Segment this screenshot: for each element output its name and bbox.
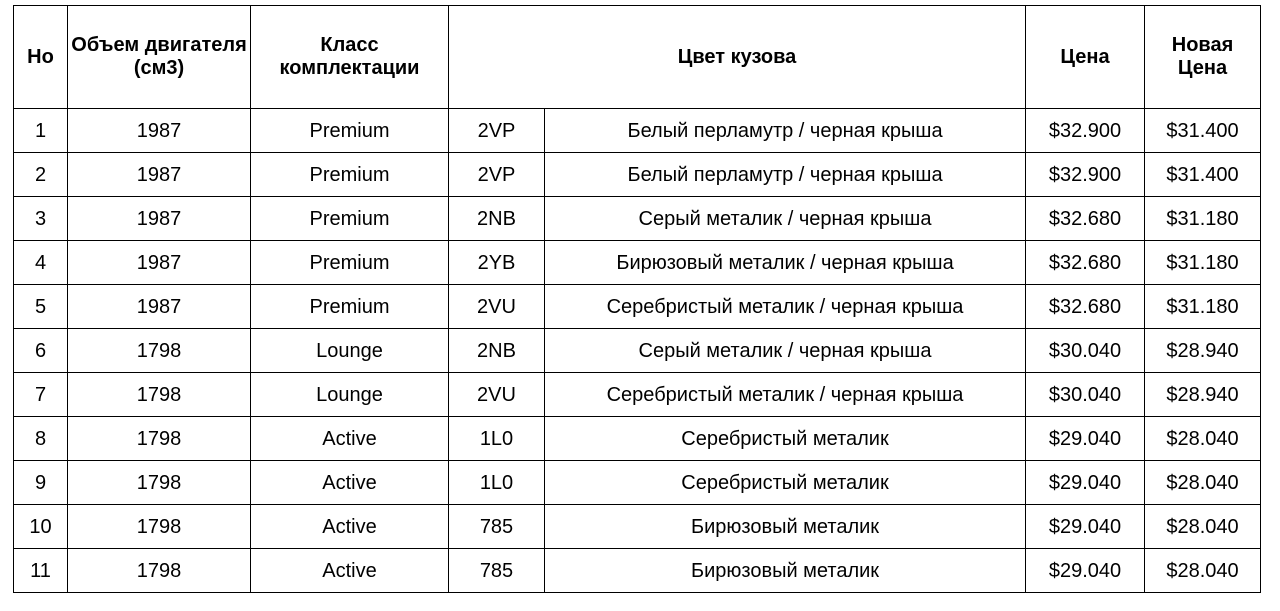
- table-row: [14, 329, 1261, 373]
- cell-no: 4: [14, 241, 68, 285]
- cell-new-price: $28.040: [1145, 505, 1261, 549]
- cell-price: $30.040: [1026, 373, 1145, 417]
- cell-no: 2: [14, 153, 68, 197]
- cell-trim-class: Premium: [251, 197, 449, 241]
- price-table: [13, 5, 1261, 593]
- cell-color-name: Белый перламутр / черная крыша: [545, 153, 1026, 197]
- cell-color-name: Бирюзовый металик / черная крыша: [545, 241, 1026, 285]
- cell-engine-volume: 1798: [68, 505, 251, 549]
- cell-color-code: 1L0: [449, 461, 545, 505]
- cell-color-name: Серый металик / черная крыша: [545, 197, 1026, 241]
- cell-color-name: Серебристый металик: [545, 461, 1026, 505]
- table-row: [14, 109, 1261, 153]
- header-new-price: Новая Цена: [1145, 6, 1261, 109]
- cell-new-price: $28.040: [1145, 549, 1261, 593]
- cell-price: $32.680: [1026, 197, 1145, 241]
- cell-new-price: $28.040: [1145, 417, 1261, 461]
- cell-price: $32.680: [1026, 285, 1145, 329]
- table-row: [14, 285, 1261, 329]
- cell-price: $32.900: [1026, 153, 1145, 197]
- cell-trim-class: Active: [251, 549, 449, 593]
- table-row: [14, 505, 1261, 549]
- cell-new-price: $31.400: [1145, 109, 1261, 153]
- header-trim-class: Класс комплектации: [251, 6, 449, 109]
- cell-trim-class: Active: [251, 417, 449, 461]
- cell-color-name: Бирюзовый металик: [545, 549, 1026, 593]
- cell-no: 3: [14, 197, 68, 241]
- header-row: [14, 6, 1261, 109]
- cell-new-price: $31.180: [1145, 241, 1261, 285]
- cell-new-price: $31.180: [1145, 197, 1261, 241]
- cell-price: $29.040: [1026, 505, 1145, 549]
- cell-color-code: 2VP: [449, 109, 545, 153]
- cell-new-price: $28.940: [1145, 329, 1261, 373]
- cell-color-code: 2VU: [449, 373, 545, 417]
- cell-new-price: $31.180: [1145, 285, 1261, 329]
- cell-price: $29.040: [1026, 549, 1145, 593]
- cell-price: $29.040: [1026, 417, 1145, 461]
- cell-color-code: 2VP: [449, 153, 545, 197]
- cell-engine-volume: 1798: [68, 549, 251, 593]
- cell-no: 11: [14, 549, 68, 593]
- header-engine-volume: Объем двигателя (см3): [68, 6, 251, 109]
- cell-new-price: $28.940: [1145, 373, 1261, 417]
- table-row: [14, 461, 1261, 505]
- cell-price: $29.040: [1026, 461, 1145, 505]
- cell-engine-volume: 1798: [68, 461, 251, 505]
- cell-no: 5: [14, 285, 68, 329]
- table-row: [14, 549, 1261, 593]
- cell-price: $32.680: [1026, 241, 1145, 285]
- cell-color-code: 1L0: [449, 417, 545, 461]
- cell-trim-class: Lounge: [251, 373, 449, 417]
- cell-engine-volume: 1798: [68, 329, 251, 373]
- cell-trim-class: Lounge: [251, 329, 449, 373]
- cell-engine-volume: 1987: [68, 241, 251, 285]
- cell-price: $30.040: [1026, 329, 1145, 373]
- cell-engine-volume: 1987: [68, 197, 251, 241]
- cell-trim-class: Active: [251, 505, 449, 549]
- cell-trim-class: Premium: [251, 109, 449, 153]
- table-body: [14, 109, 1261, 593]
- cell-color-code: 2NB: [449, 329, 545, 373]
- table-row: [14, 197, 1261, 241]
- cell-no: 10: [14, 505, 68, 549]
- cell-trim-class: Premium: [251, 153, 449, 197]
- cell-color-name: Белый перламутр / черная крыша: [545, 109, 1026, 153]
- cell-no: 7: [14, 373, 68, 417]
- cell-engine-volume: 1798: [68, 373, 251, 417]
- cell-trim-class: Premium: [251, 285, 449, 329]
- cell-price: $32.900: [1026, 109, 1145, 153]
- cell-engine-volume: 1798: [68, 417, 251, 461]
- cell-no: 6: [14, 329, 68, 373]
- cell-engine-volume: 1987: [68, 285, 251, 329]
- table-row: [14, 241, 1261, 285]
- cell-color-name: Серебристый металик / черная крыша: [545, 373, 1026, 417]
- cell-trim-class: Active: [251, 461, 449, 505]
- cell-color-code: 2YB: [449, 241, 545, 285]
- cell-color-code: 785: [449, 505, 545, 549]
- cell-new-price: $31.400: [1145, 153, 1261, 197]
- cell-color-name: Серебристый металик: [545, 417, 1026, 461]
- cell-color-code: 2NB: [449, 197, 545, 241]
- cell-no: 1: [14, 109, 68, 153]
- cell-engine-volume: 1987: [68, 109, 251, 153]
- cell-engine-volume: 1987: [68, 153, 251, 197]
- table-row: [14, 373, 1261, 417]
- cell-no: 9: [14, 461, 68, 505]
- cell-color-code: 785: [449, 549, 545, 593]
- cell-color-name: Серый металик / черная крыша: [545, 329, 1026, 373]
- header-no: Но: [14, 6, 68, 109]
- header-price: Цена: [1026, 6, 1145, 109]
- cell-color-code: 2VU: [449, 285, 545, 329]
- table-row: [14, 153, 1261, 197]
- cell-new-price: $28.040: [1145, 461, 1261, 505]
- cell-no: 8: [14, 417, 68, 461]
- cell-color-name: Серебристый металик / черная крыша: [545, 285, 1026, 329]
- header-body-color: Цвет кузова: [449, 6, 1026, 109]
- cell-color-name: Бирюзовый металик: [545, 505, 1026, 549]
- table-row: [14, 417, 1261, 461]
- cell-trim-class: Premium: [251, 241, 449, 285]
